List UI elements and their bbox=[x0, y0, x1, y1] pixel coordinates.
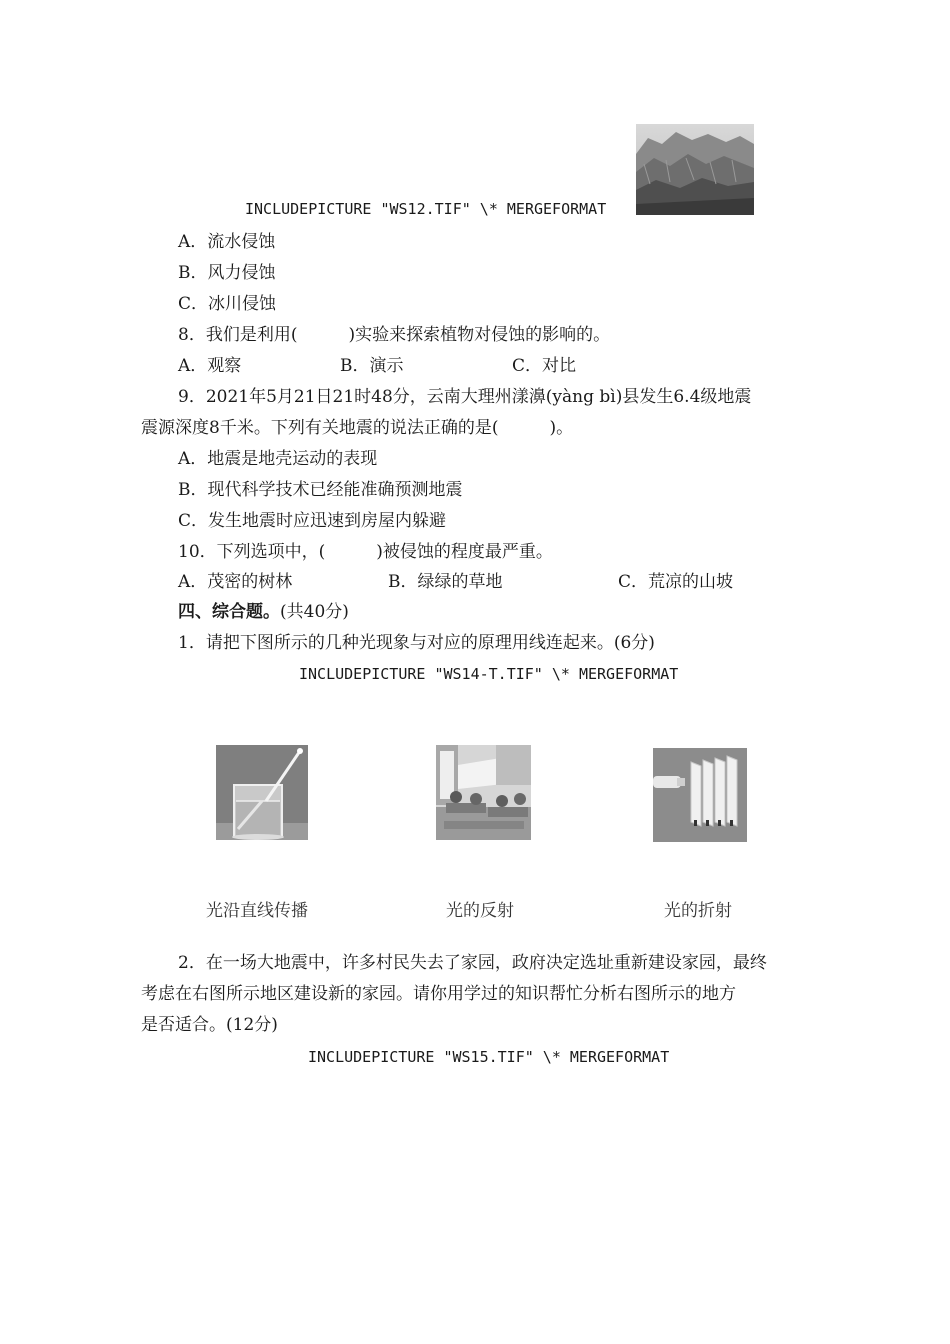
q7-option-b: B．风力侵蚀 bbox=[178, 263, 276, 283]
q7-option-c: C．冰川侵蚀 bbox=[178, 294, 277, 314]
glass-straw-photo bbox=[216, 745, 308, 840]
field-code-ws15: INCLUDEPICTURE "WS15.TIF" \* MERGEFORMAT bbox=[308, 1048, 670, 1066]
s4q2-line3: 是否适合。(12分) bbox=[141, 1015, 278, 1035]
q8-stem: 8．我们是利用( )实验来探索植物对侵蚀的影响的。 bbox=[178, 325, 611, 345]
q8-option-a: A．观察 bbox=[178, 356, 242, 376]
q8-option-c: C．对比 bbox=[512, 356, 577, 376]
q9-option-a: A．地震是地壳运动的表现 bbox=[178, 449, 378, 469]
q10-option-b: B．绿绿的草地 bbox=[388, 572, 503, 592]
q7-option-a: A．流水侵蚀 bbox=[178, 232, 276, 252]
mountain-photo bbox=[636, 124, 754, 215]
section4-heading bbox=[178, 600, 349, 624]
caption-refraction: 光的折射 bbox=[664, 901, 732, 921]
q8-option-b: B．演示 bbox=[340, 356, 404, 376]
s4q1-stem: 1．请把下图所示的几种光现象与对应的原理用线连起来。(6分) bbox=[178, 633, 655, 653]
s4q2-line1: 2．在一场大地震中，许多村民失去了家园，政府决定选址重新建设家园，最终 bbox=[178, 953, 767, 973]
section4-title: 四、综合题。 bbox=[178, 602, 280, 622]
section4-points: (共40分) bbox=[280, 602, 349, 622]
q9-stem-line2: 震源深度8千米。下列有关地震的说法正确的是( )。 bbox=[141, 418, 574, 438]
classroom-light-photo bbox=[436, 745, 531, 840]
field-code-ws12: INCLUDEPICTURE "WS12.TIF" \* MERGEFORMAT bbox=[245, 200, 607, 218]
q10-option-a: A．茂密的树林 bbox=[178, 572, 293, 592]
s4q2-line2: 考虑在右图所示地区建设新的家园。请你用学过的知识帮忙分析右图所示的地方 bbox=[141, 984, 736, 1004]
q10-option-c: C．荒凉的山坡 bbox=[618, 572, 734, 592]
q9-stem-line1: 9．2021年5月21日21时48分，云南大理州漾濞(yàng bì)县发生6.4级地震 bbox=[178, 387, 752, 407]
field-code-ws14: INCLUDEPICTURE "WS14-T.TIF" \* MERGEFORMAT bbox=[299, 665, 679, 683]
caption-reflection: 光的反射 bbox=[446, 901, 514, 921]
flashlight-cards-photo bbox=[653, 748, 747, 842]
q9-option-c: C．发生地震时应迅速到房屋内躲避 bbox=[178, 511, 447, 531]
q9-option-b: B．现代科学技术已经能准确预测地震 bbox=[178, 480, 463, 500]
caption-straight-line: 光沿直线传播 bbox=[206, 901, 308, 921]
q10-stem: 10．下列选项中，( )被侵蚀的程度最严重。 bbox=[178, 542, 553, 562]
